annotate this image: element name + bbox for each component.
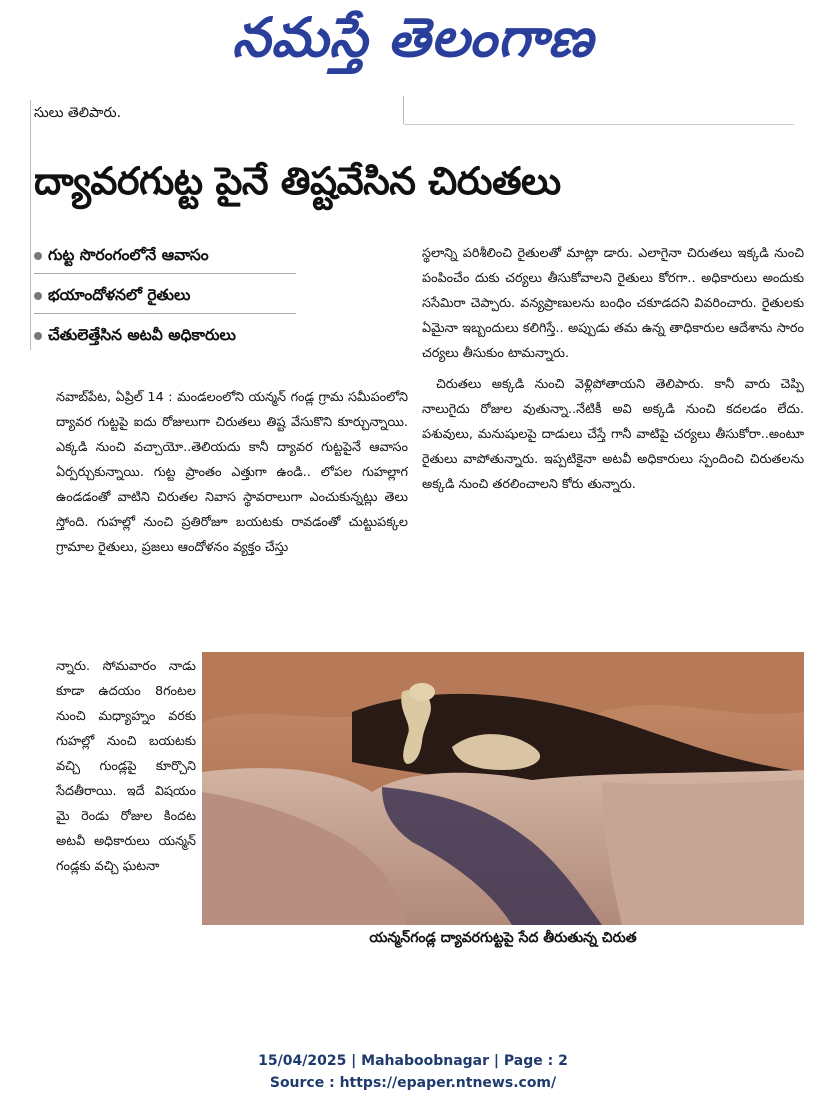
subheading-item: గుట్ట సొరంగంలోనే ఆవాసం: [34, 240, 296, 274]
horizontal-rule: [404, 124, 794, 125]
subheading-list: [34, 240, 296, 359]
article-paragraph: నవాబ్‌పేట, ఏప్రిల్ 14 : మండలంలోని యన్మన్ గండ్ల గ్రామ సమీపంలోని ద్యావర గుట్టపై ఐదు రోజులుగా చిరుతలు తిష్ట వేసుకొని కూర్చున్నాయి. ఎక్కడి నుంచి వచ్చాయో..తెలియదు కానీ ద్యావర గుట్టపైనే ఆవాసం ఏర్పర్చుకున్నాయి. గుట్ట ప్రాంతం ఎత్తుగా ఉండి.. లోపల గుహల్లాగ ఉండడంతో వాటిని చిరుతల నివాస స్థావరాలుగా ఎంచుకున్నట్లు తెలు స్తోంది. గుహల్లో నుంచి ప్రతిరోజూ బయటకు రావడంతో చుట్టుపక్కల గ్రామాల రైతులు, ప్రజలు ఆందోళనం వ్యక్తం చేస్తు: [56, 390, 408, 555]
subheading-item: భయాందోళనలో రైతులు: [34, 280, 296, 314]
source-link[interactable]: Source : https://epaper.ntnews.com/: [269, 1075, 557, 1091]
article-headline: ద్యావరగుట్ట పైనే తిష్టవేసిన చిరుతలు: [34, 159, 561, 203]
article-paragraph: చిరుతలు అక్కడి నుంచి వెళ్లిపోతాయని తెలిపారు. కానీ వారు చెప్పి నాలుగైదు రోజుల వుతున్నా..నేటికీ అవి అక్కడి నుంచి కదలడం లేదు. పశువులు, మనుషులపై దాడులు చేస్తే గానీ వాటిపై చర్యలు తీసుకోరా..అంటూ రైతులు వాపోతున్నారు. ఇప్పటికైనా అటవీ అధికారులు స్పందించి చిరుతలను అక్కడి నుంచి తరలించాలని కోరు తున్నారు.: [422, 377, 804, 492]
leopard-on-rock-image: [202, 652, 804, 925]
masthead-logo: నమస్తే తెలంగాణ: [232, 6, 594, 69]
bullet-icon: [34, 332, 42, 340]
article-paragraph: స్థలాన్ని పరిశీలించి రైతులతో మాట్లా డారు. ఎలాగైనా చిరుతలు ఇక్కడి నుంచి పంపించేం దుకు చర్యలు తీసుకోవాలని రైతులు కోరగా.. అధికారులు అందుకు ససేమిరా చెప్పారు. వన్యప్రాణులను బంధిం చకూడదని వివరించారు. రైతులకు ఏమైనా ఇబ్బందులు కలిగిస్తే.. అప్పుడు తమ ఉన్న తాధికారుల ఆదేశాను సారం చర్యలు తీసుకుం టామన్నారు.: [422, 246, 804, 361]
photo-caption: యన్మన్‌గండ్ల ద్యావరగుట్టపై సేద తీరుతున్న చిరుత: [369, 930, 637, 946]
edition-info: 15/04/2025 | Mahaboobnagar | Page : 2: [258, 1053, 568, 1069]
article-paragraph: న్నారు. సోమవారం నాడు కూడా ఉదయం 8గంటల నుంచి మధ్యాహ్నం వరకు గుహల్లో నుంచి బయటకు వచ్చి గుండ్లపై కూర్చొని సేదతీరాయి. ఇదే విషయం మై రెండు రోజుల కిందట అటవీ అధికారులు యన్మన్ గండ్లకు వచ్చి ఘటనా: [56, 658, 196, 874]
bullet-icon: [34, 292, 42, 300]
bullet-icon: [34, 252, 42, 260]
article-body-left: [56, 385, 408, 560]
article-body-right: [422, 241, 804, 503]
column-divider-top: [403, 96, 404, 124]
subheading-item: చేతులెత్తేసిన అటవీ అధికారులు: [34, 320, 296, 353]
leopard-photo: [202, 652, 804, 925]
previous-article-fragment: సులు తెలిపారు.: [34, 105, 122, 121]
article-body-narrow: [56, 641, 196, 892]
column-divider-left: [30, 100, 31, 350]
